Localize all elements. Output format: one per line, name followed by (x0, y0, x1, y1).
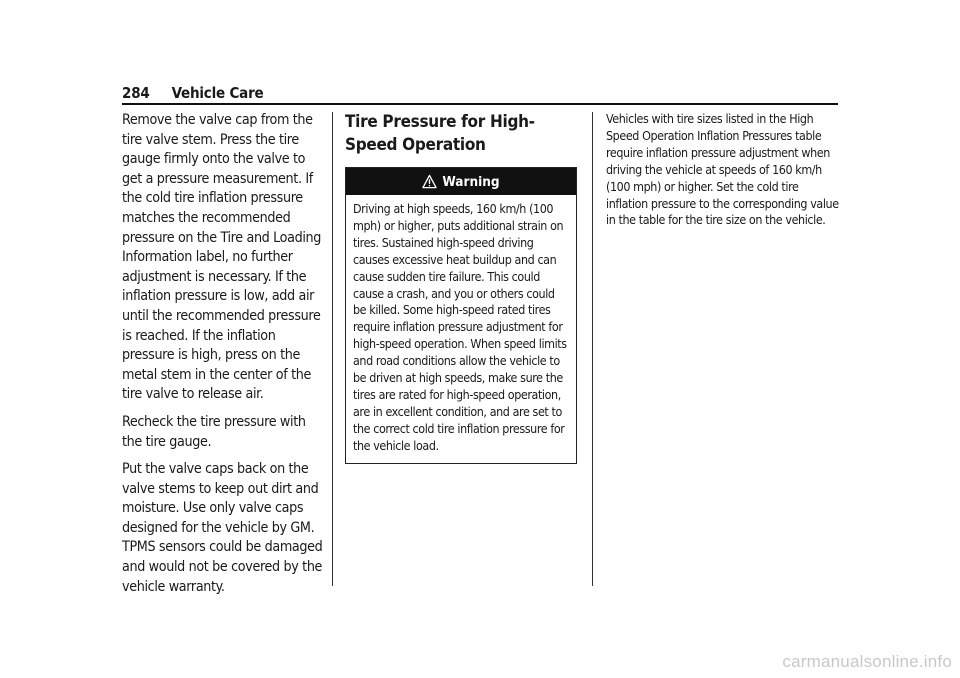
paragraph-valve-cap: Remove the valve cap from the tire valve stem. Press the tire gauge firmly onto the valve to get a pressure measurement. If the cold tire inflation pressure matches the recommended pressure on the Tire and Loading Information label, no further adjustment is necessary. If the inflation pressure is low, add air until the recommended pressure is reached. If the inflation pressure is high, press on the metal stem in the center of the tire valve to release air. (122, 112, 322, 403)
watermark: carmanualsonline.info (782, 652, 952, 671)
section-title: Tire Pressure for High-Speed Operation (345, 112, 535, 155)
warning-label: Warning (442, 173, 500, 190)
column-divider-1 (332, 112, 333, 586)
warning-box (345, 167, 577, 464)
page-header (122, 84, 263, 102)
warning-text: Driving at high speeds, 160 km/h (100 mph) or higher, puts additional strain on tires. Sustained high-speed driving causes excessive heat buildup and can cause sudden tire failure. This could cause a crash, and you or others could be killed. Some high-speed rated tires require inflation pressure adjustment for high-speed operation. When speed limits and road conditions allow the vehicle to be driven at high speeds, make sure the tires are rated for high-speed operation, are in excellent condition, and are set to the correct cold tire inflation pressure for the vehicle load. (353, 201, 567, 453)
warning-header (346, 168, 576, 195)
section-name: Vehicle Care (171, 84, 264, 102)
page-number: 284 (122, 84, 150, 102)
paragraph-high-speed-tires: Vehicles with tire sizes listed in the High Speed Operation Inflation Pressures table require inflation pressure adjustment when driving the vehicle at speeds of 160 km/h (100 mph) or higher. Set the cold tire inflation pressure to the corresponding value in the table for the tire size on the vehicle. (606, 111, 839, 228)
header-rule (122, 103, 838, 105)
paragraph-recheck: Recheck the tire pressure with the tire gauge. (122, 413, 306, 450)
column-1 (122, 111, 328, 605)
column-3 (606, 111, 842, 229)
warning-triangle-icon (422, 174, 437, 189)
column-divider-2 (592, 112, 593, 586)
column-2 (345, 111, 579, 464)
paragraph-valve-caps-back: Put the valve caps back on the valve stems to keep out dirt and moisture. Use only valve caps designed for the vehicle by GM. TPMS sensors could be damaged and would not be covered by the vehicle warranty. (122, 461, 323, 595)
